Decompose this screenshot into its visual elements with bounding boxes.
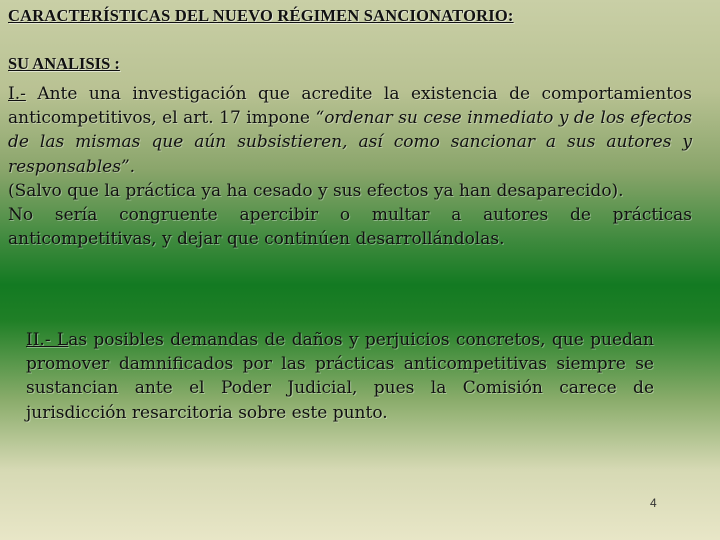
section-subtitle: SU ANALISIS : (8, 54, 120, 73)
section-two-block (26, 328, 654, 425)
section-one-paragraph (8, 82, 692, 179)
section-one-block (8, 82, 692, 251)
section-one-text: Ante una investigación que acredite la existencia de comportamientos anticompetitivos, el art. 17 impone (8, 84, 692, 129)
section-one-note: (Salvo que la práctica ya ha cesado y sus efectos ya han desaparecido). (8, 180, 624, 201)
section-two-marker: II.- L (26, 330, 69, 350)
section-one-marker: I.- (8, 84, 26, 104)
page-number: 4 (650, 496, 657, 510)
page-title: CARACTERÍSTICAS DEL NUEVO RÉGIMEN SANCIONATORIO: (8, 6, 514, 25)
section-two-paragraph (26, 328, 654, 425)
section-one-quote: “ordenar su cese inmediato y de los efectos de las mismas que aún subsistieren, así como sancionar a sus autores y responsables”. (8, 108, 693, 177)
section-two-text: as posibles demandas de daños y perjuicios concretos, que puedan promover damnificados por las prácticas anticompetitivas siempre se sustancian ante el Poder Judicial, pues la Comisión carece de jurisdicción resarcitoria sobre este punto. (26, 330, 654, 423)
section-one-conclusion: No sería congruente apercibir o multar a autores de prácticas anticompetitivas, y dejar que continúen desarrollándolas. (8, 205, 692, 250)
